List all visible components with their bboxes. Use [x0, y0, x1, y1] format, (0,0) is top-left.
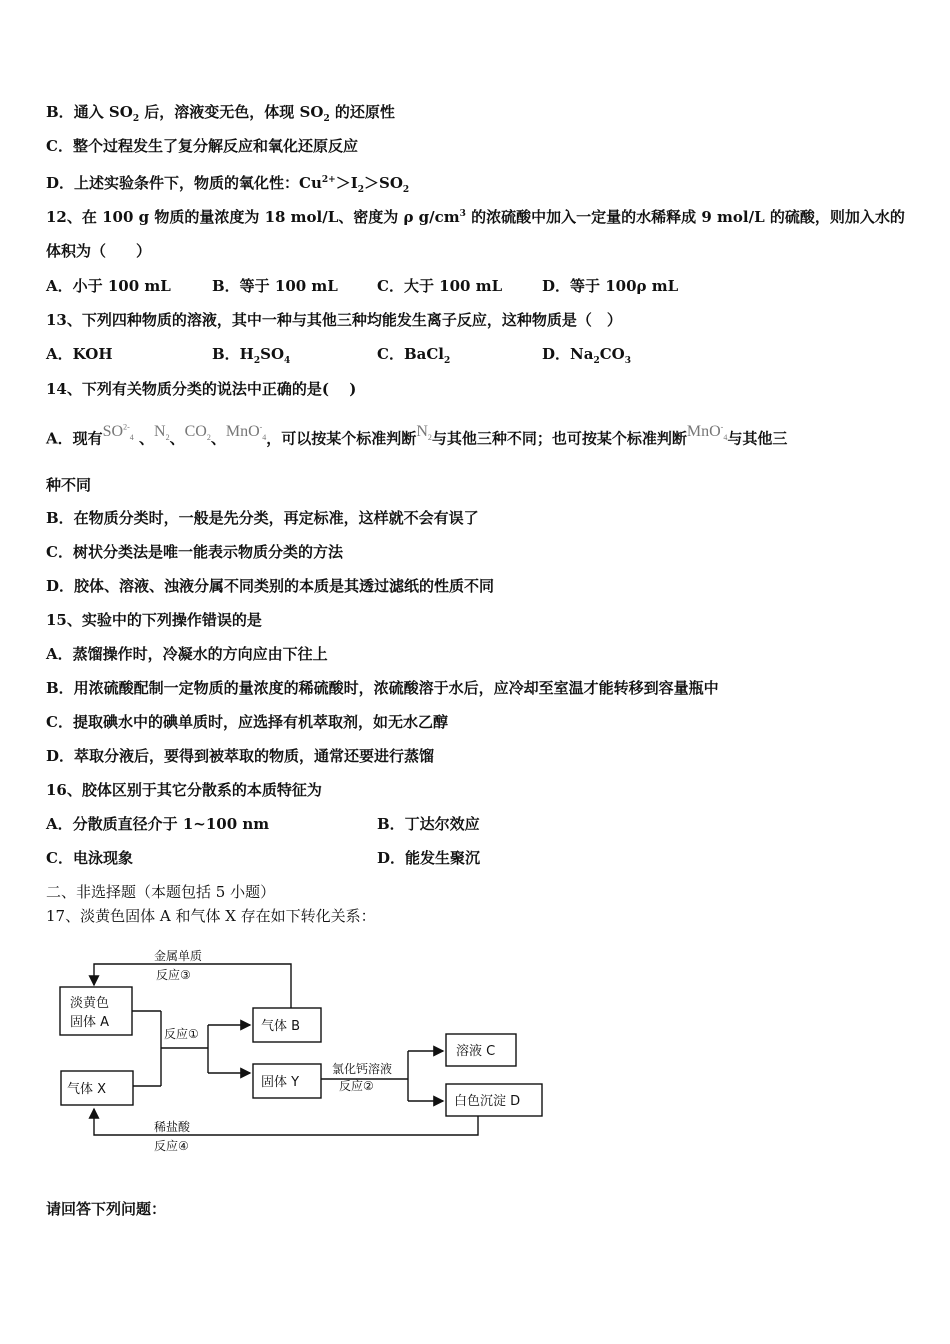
q17-prompt: 请回答下列问题：	[46, 1200, 167, 1218]
permanganate-formula: MnO-$_4$	[686, 423, 728, 443]
q15-option-b: B．用浓硫酸配制一定物质的量浓度的稀硫酸时，浓硫酸溶于水后，应冷却至室温才能转移到容量瓶中	[46, 679, 719, 697]
box-b-label: 气体 B	[261, 1019, 301, 1034]
q16-option-c: C．电泳现象	[46, 849, 133, 867]
q15-option-a: A．蒸馏操作时，冷凝水的方向应由下往上	[46, 645, 328, 663]
box-a-label-2: 固体 A	[70, 1015, 110, 1030]
q14-option-b: B．在物质分类时，一般是先分类，再定标准，这样就不会有误了	[46, 509, 479, 527]
q17-stem: 17、淡黄色固体 A 和气体 X 存在如下转化关系：	[46, 907, 376, 925]
q15-option-d: D．萃取分液后，要得到被萃取的物质，通常还要进行蒸馏	[46, 747, 435, 765]
permanganate-formula: MnO-$_4$	[225, 423, 267, 443]
q13-option-a: A．KOH	[46, 345, 113, 363]
box-c-label: 溶液 C	[456, 1044, 496, 1059]
q15-stem: 15、实验中的下列操作错误的是	[46, 611, 262, 629]
arrow-reaction-3	[94, 964, 291, 1008]
q13-stem: 13、下列四种物质的溶液，其中一种与其他三种均能发生离子反应，这种物质是（ ）	[46, 311, 622, 329]
nitrogen-formula: $N_2$	[416, 423, 432, 443]
nitrogen-formula: $N_2$	[154, 423, 170, 443]
q11-option-c: C．整个过程发生了复分解反应和氧化还原反应	[46, 137, 358, 155]
box-y-label: 固体 Y	[261, 1075, 300, 1090]
q12-option-c: C．大于 100 mL	[377, 277, 503, 295]
co2-formula: $CO_2$	[184, 423, 211, 443]
q14-option-c: C．树状分类法是唯一能表示物质分类的方法	[46, 543, 343, 561]
q16-stem: 16、胶体区别于其它分散系的本质特征为	[46, 781, 322, 799]
label-metal: 金属单质	[154, 949, 203, 963]
arrow-reaction-4	[94, 1109, 478, 1135]
box-a-label-1: 淡黄色	[70, 996, 110, 1011]
q12-stem-cont: 体积为（ ）	[46, 242, 152, 260]
label-reaction-3: 反应③	[156, 968, 191, 982]
q16-option-b: B．丁达尔效应	[377, 815, 480, 833]
q16-option-a: A．分散质直径介于 1~100 nm	[46, 815, 270, 833]
label-reaction-4: 反应④	[154, 1139, 189, 1153]
q14-option-a: A．现有$SO^{2-}_4$ 、$N_2$、$CO_2$、MnO-$_4$，可以按某个标准判断$N_2$与其他三种不同；也可按某个标准判断MnO-$_4$与其他三	[46, 423, 788, 448]
q12-option-a: A．小于 100 mL	[46, 277, 171, 295]
label-reaction-2: 反应②	[339, 1079, 374, 1093]
q13-option-b: B．$H_2SO_4$	[212, 345, 291, 366]
q12-option-d: D．等于 100ρ mL	[542, 277, 679, 295]
label-cacl2: 氯化钙溶液	[332, 1062, 393, 1076]
label-hcl: 稀盐酸	[154, 1120, 191, 1134]
q12-option-b: B．等于 100 mL	[212, 277, 338, 295]
section-heading: 二、非选择题（本题包括 5 小题）	[46, 883, 276, 901]
q16-option-d: D．能发生聚沉	[377, 849, 481, 867]
box-x-label: 气体 X	[67, 1082, 107, 1097]
q14-option-d: D．胶体、溶液、浊液分属不同类别的本质是其透过滤纸的性质不同	[46, 577, 495, 595]
q15-option-c: C．提取碘水中的碘单质时，应选择有机萃取剂，如无水乙醇	[46, 713, 448, 731]
sulfate-ion-formula: $SO^{2-}_4$	[102, 423, 134, 443]
q11-option-d: D．上述实验条件下，物质的氧化性：$Cu^{2+}>I_2>SO_2$	[46, 174, 410, 195]
q14-option-a-cont: 种不同	[46, 476, 92, 494]
label-reaction-1: 反应①	[164, 1027, 199, 1041]
q14-stem: 14、下列有关物质分类的说法中正确的是( )	[46, 380, 357, 398]
q13-option-d: D．$Na_2CO_3$	[542, 345, 631, 366]
reaction-flow-diagram	[56, 945, 556, 1160]
q13-option-c: C．BaCl$_2$	[377, 345, 451, 366]
q11-option-b: B．通入 $SO_2$ 后，溶液变无色，体现 $SO_2$ 的还原性	[46, 103, 395, 124]
q12-stem: 12、在 100 g 物质的量浓度为 18 mol/L、密度为 ρ $g/cm^3$ 的浓硫酸中加入一定量的水稀释成 9 mol/L 的硫酸，则加入水的	[46, 208, 905, 226]
box-d-label: 白色沉淀 D	[454, 1094, 521, 1109]
